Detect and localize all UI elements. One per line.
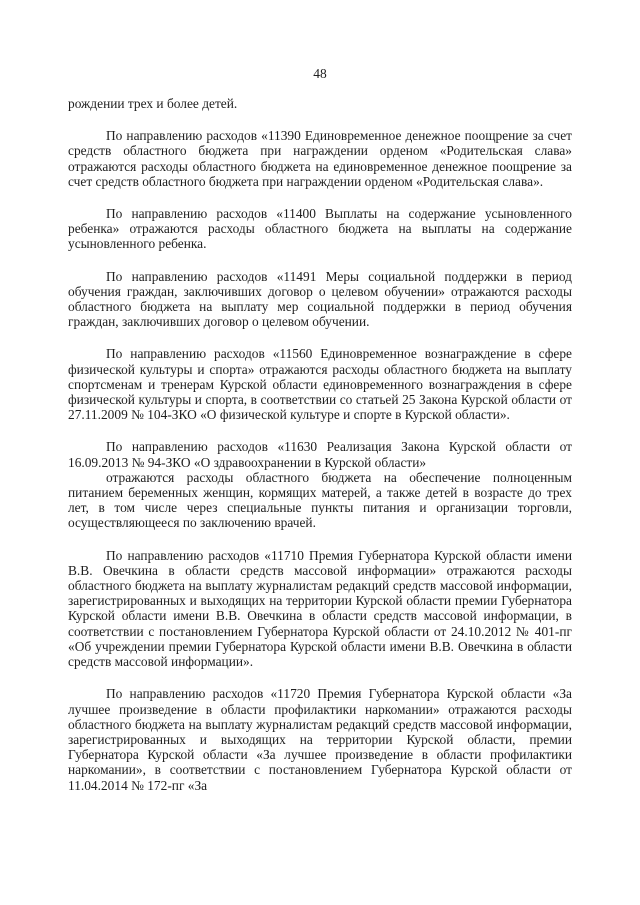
paragraph-11560: По направлению расходов «11560 Единовременное вознаграждение в сфере физической культуры и спорта» отражаются расходы областного бюджета на выплату спортсменам и тренерам Курской области единовременного вознаграждения в сфере физической культуры и спорта, в соответствии со статьей 25 Закона Курской области от 27.11.2009 № 104-ЗКО «О физической культуре и спорте в Курской области». bbox=[68, 346, 572, 423]
document-body bbox=[68, 96, 572, 810]
paragraph-continuation: рождении трех и более детей. bbox=[68, 96, 238, 111]
paragraph-11710: По направлению расходов «11710 Премия Губернатора Курской области имени В.В. Овечкина в области средств массовой информации» отражаются расходы областного бюджета на выплату журналистам редакций средств массовой информации, зарегистрированных и выходящих на территории Курской области премии Губернатора Курской области имени В.В. Овечкина в области средств массовой информации, в соответствии с постановлением Губернатора Курской области от 24.10.2012 № 401-пг «Об учреждении премии Губернатора Курской области имени В.В. Овечкина в области средств массовой информации». bbox=[68, 547, 572, 670]
paragraph-11630-heading: По направлению расходов «11630 Реализация Закона Курской области от 16.09.2013 № 94-ЗКО «О здравоохранении в Курской области» bbox=[68, 439, 572, 470]
paragraph-11720: По направлению расходов «11720 Премия Губернатора Курской области «За лучшее произведение в области профилактики наркомании» отражаются расходы областного бюджета на выплату журналистам редакций средств массовой информации, зарегистрированных и выходящих на территории Курской области, премии Губернатора Курской области «За лучшее произведение в области профилактики наркомании», в соответствии с постановлением Губернатора Курской области от 11.04.2014 № 172-пг «За bbox=[68, 686, 572, 793]
paragraph-11400: По направлению расходов «11400 Выплаты на содержание усыновленного ребенка» отражаются расходы областного бюджета на выплаты на содержание усыновленного ребенка. bbox=[68, 206, 572, 252]
paragraph-11390: По направлению расходов «11390 Единовременное денежное поощрение за счет средств областного бюджета при награждении орденом «Родительская слава» отражаются расходы областного бюджета на единовременное денежное поощрение за счет средств областного бюджета при награждении орденом «Родительская слава». bbox=[68, 128, 572, 189]
page-number: 48 bbox=[313, 66, 327, 81]
paragraph-11630-body: отражаются расходы областного бюджета на обеспечение полноценным питанием беременных женщин, кормящих матерей, а также детей в возрасте до трех лет, в том числе через специальные пункты питания и организации торговли, осуществляющееся по заключению врачей. bbox=[68, 469, 572, 531]
paragraph-11491: По направлению расходов «11491 Меры социальной поддержки в период обучения граждан, заключивших договор о целевом обучении» отражаются расходы областного бюджета на выплату мер социальной поддержки в период обучения граждан, заключивших договор о целевом обучении. bbox=[68, 268, 572, 330]
